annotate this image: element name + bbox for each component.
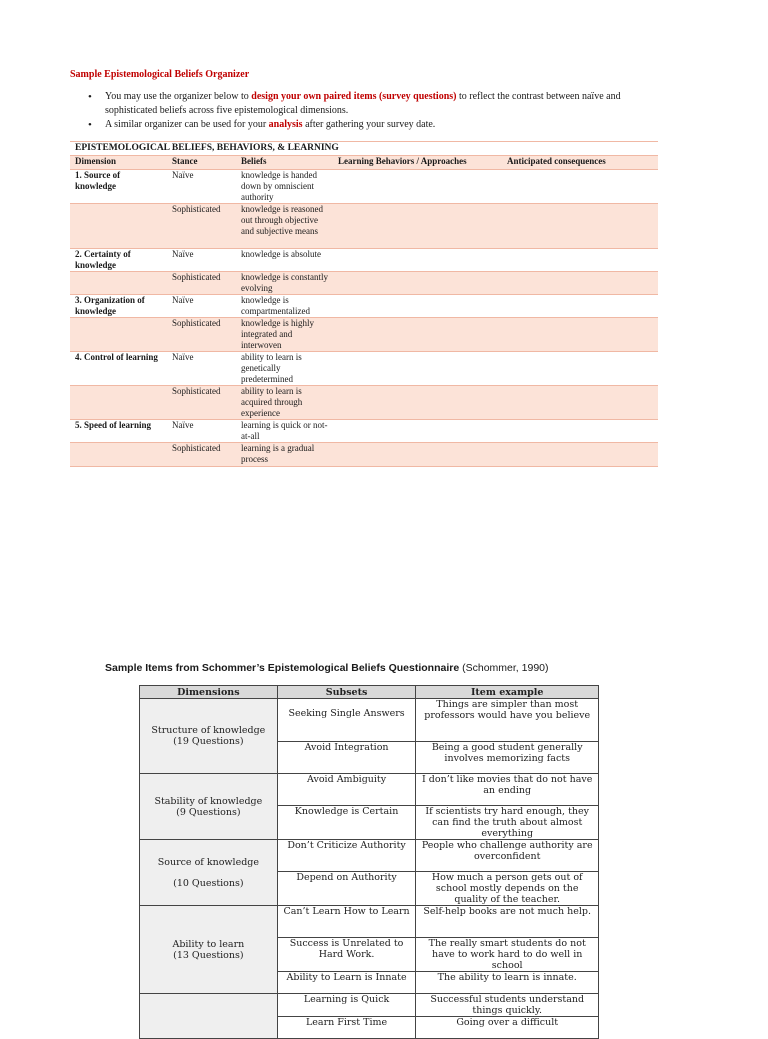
table-row: Learning is Quick Successful students understand things quickly. (140, 994, 599, 1017)
highlight-analysis: analysis (268, 119, 303, 130)
table-row: Sophisticated learning is a gradual process (70, 443, 658, 467)
table-row: Ability to learn (13 Questions) Can’t Learn How to Learn Self-help books are not much help. (140, 906, 599, 938)
header-dimension: Dimension (70, 156, 167, 170)
instruction-list (70, 90, 670, 132)
header-stance: Stance (167, 156, 236, 170)
table-row: Knowledge is Certain If scientists try hard enough, they can find the truth about almost everything (140, 806, 599, 840)
table-row: Success is Unrelated to Hard Work. The really smart students do not have to work hard to do well in school (140, 938, 599, 972)
instruction-bullet-2: • A similar organizer can be used for your analysis after gathering your survey date. (70, 118, 670, 132)
dimension-cell: Stability of knowledge (9 Questions) (140, 774, 278, 840)
questionnaire-title: Sample Items from Schommer’s Epistemological Beliefs Questionnaire (Schommer, 1990) (105, 662, 549, 674)
organizer-title: Sample Epistemological Beliefs Organizer (70, 69, 250, 80)
table-row: Avoid Integration Being a good student generally involves memorizing facts (140, 742, 599, 774)
table-row: 5. Speed of learning Naïve learning is quick or not-at-all (70, 420, 658, 443)
table-row: Structure of knowledge (19 Questions) Seeking Single Answers Things are simpler than most professors would have you believe (140, 699, 599, 742)
organizer-table (70, 141, 658, 467)
questionnaire-table (139, 685, 599, 1039)
instruction-bullet-1: • You may use the organizer below to design your own paired items (survey questions) to reflect the contrast between naïve and sophisticated beliefs across five epistemological dimensions. (70, 90, 670, 118)
organizer-table-title: EPISTEMOLOGICAL BELIEFS, BEHAVIORS, & LEARNING (75, 143, 339, 153)
table-row: Sophisticated knowledge is highly integrated and interwoven (70, 318, 658, 352)
header-beliefs: Beliefs (236, 156, 333, 170)
header-learning-behaviors: Learning Behaviors / Approaches (333, 156, 502, 170)
header-consequences: Anticipated consequences (502, 156, 658, 170)
header-dimensions: Dimensions (140, 686, 278, 699)
table-row: Sophisticated ability to learn is acquired through experience (70, 386, 658, 420)
table-row: 4. Control of learning Naïve ability to learn is genetically predetermined (70, 352, 658, 386)
header-subsets: Subsets (277, 686, 416, 699)
table-row: Learn First Time Going over a difficult (140, 1017, 599, 1039)
dimension-cell: Source of knowledge (10 Questions) (140, 840, 278, 906)
table-row: 3. Organization of knowledge Naïve knowledge is compartmentalized (70, 295, 658, 318)
table-row: Sophisticated knowledge is constantly evolving (70, 272, 658, 295)
table-row: Ability to Learn is Innate The ability to learn is innate. (140, 972, 599, 994)
header-item-example: Item example (416, 686, 599, 699)
dimension-cell: Ability to learn (13 Questions) (140, 906, 278, 994)
dimension-cell (140, 994, 278, 1039)
highlight-design: design your own paired items (survey questions) (251, 91, 457, 102)
table-row: Sophisticated knowledge is reasoned out through objective and subjective means (70, 204, 658, 249)
table-row: Source of knowledge (10 Questions) Don’t Criticize Authority People who challenge authority are overconfident (140, 840, 599, 872)
table-row: 1. Source of knowledge Naïve knowledge is handed down by omniscient authority (70, 170, 658, 204)
table-row: Stability of knowledge (9 Questions) Avoid Ambiguity I don’t like movies that do not have an ending (140, 774, 599, 806)
table-row: Depend on Authority How much a person gets out of school mostly depends on the quality of the teacher. (140, 872, 599, 906)
table-row: 2. Certainty of knowledge Naïve knowledge is absolute (70, 249, 658, 272)
dimension-cell: Structure of knowledge (19 Questions) (140, 699, 278, 774)
